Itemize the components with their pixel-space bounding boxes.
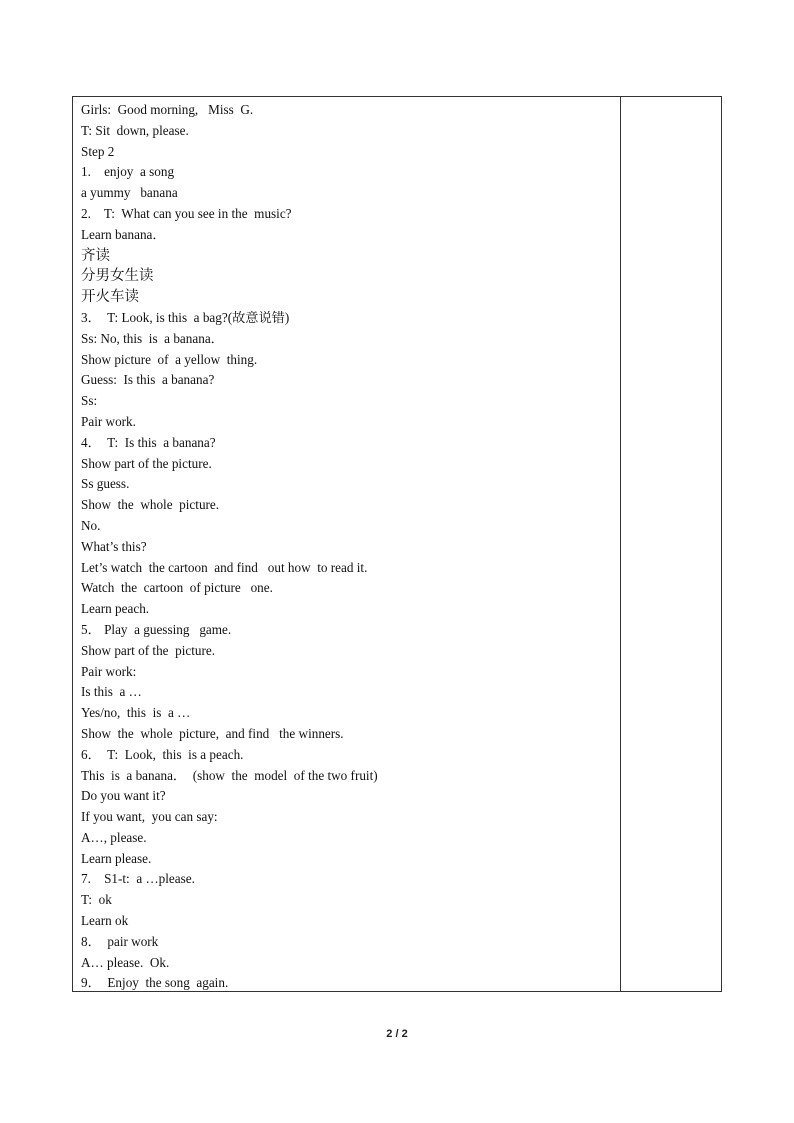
lesson-line: If you want, you can say: xyxy=(81,809,218,825)
lesson-line: Is this a … xyxy=(81,684,142,700)
lesson-line: Show the whole picture. xyxy=(81,497,220,513)
lesson-line: T: ok xyxy=(81,892,112,908)
lesson-line: 开火车读 xyxy=(81,289,139,306)
lesson-line: Yes/no, this is a … xyxy=(81,705,191,721)
page-number: 2 / 2 xyxy=(386,1028,408,1040)
lesson-line: Learn banana． xyxy=(81,226,166,242)
lesson-line: Step 2 xyxy=(81,143,115,159)
lesson-line: 5． Play a guessing game. xyxy=(81,621,232,637)
lesson-line: a yummy banana xyxy=(81,185,178,201)
lesson-line: No. xyxy=(81,517,101,533)
lesson-line: Learn please. xyxy=(81,850,152,866)
lesson-line: Pair work: xyxy=(81,663,137,679)
lesson-line: 齐读 xyxy=(81,247,110,264)
lesson-line: Show the whole picture, and find the winners. xyxy=(81,725,344,741)
lesson-line: Show part of the picture. xyxy=(81,455,212,471)
lesson-line: Do you want it? xyxy=(81,788,166,804)
lesson-line: Girls: Good morning, Miss G. xyxy=(81,102,254,117)
lesson-line: 6． T: Look, this is a peach. xyxy=(81,746,244,762)
lesson-line: A…, please. xyxy=(81,829,147,845)
lesson-line: T: Sit down, please. xyxy=(81,122,189,138)
lesson-line: 2. T: What can you see in the music? xyxy=(81,205,292,221)
lesson-line: 8． pair work xyxy=(81,933,159,949)
lesson-line: Guess: Is this a banana? xyxy=(81,372,215,388)
lesson-line: 4． T: Is this a banana? xyxy=(81,434,216,450)
lesson-line: Show part of the picture. xyxy=(81,642,216,658)
lesson-steps-cell xyxy=(73,97,621,991)
lesson-line: Ss: No, this is a banana． xyxy=(81,330,224,346)
lesson-line: Show picture of a yellow thing. xyxy=(81,351,258,367)
lesson-line: 7. S1-t: a …please. xyxy=(81,871,195,887)
lesson-line: What’s this? xyxy=(81,538,147,554)
lesson-line: Ss: xyxy=(81,393,98,409)
lesson-line: 9． Enjoy the song again. xyxy=(81,975,229,991)
notes-cell xyxy=(621,97,721,991)
lesson-line: Watch the cartoon of picture one. xyxy=(81,580,273,596)
lesson-line: A… please. Ok. xyxy=(81,954,170,970)
lesson-line: Learn ok xyxy=(81,913,129,929)
lesson-line: 分男女生读 xyxy=(81,268,154,285)
lesson-line: Let’s watch the cartoon and find out how to read it. xyxy=(81,559,368,575)
lesson-line: 3． T: Look, is this a bag?(故意说错) xyxy=(81,309,290,325)
lesson-line: 1. enjoy a song xyxy=(81,164,175,180)
lesson-line: Pair work. xyxy=(81,413,136,429)
lesson-line: Ss guess. xyxy=(81,476,130,492)
lesson-line: This is a banana． (show the model of the two fruit) xyxy=(81,767,378,783)
lesson-line: Learn peach. xyxy=(81,601,150,617)
lesson-table xyxy=(72,96,722,992)
